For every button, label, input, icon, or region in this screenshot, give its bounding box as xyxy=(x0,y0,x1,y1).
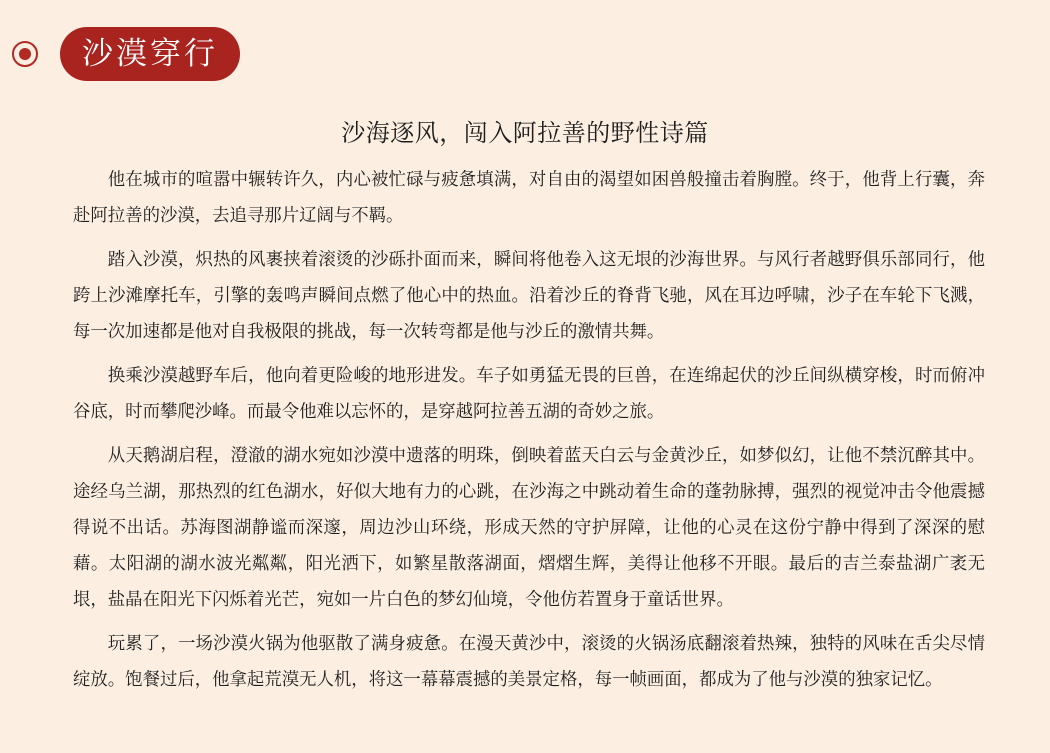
circle-dot-inner xyxy=(19,48,31,60)
article-paragraph: 玩累了，一场沙漠火锅为他驱散了满身疲惫。在漫天黄沙中，滚烫的火锅汤底翻滚着热辣，独特的风味在舌尖尽情绽放。饱餐过后，他拿起荒漠无人机，将这一幕幕震撼的美景定格，每一帧画面，都成为了他与沙漠的独家记忆。 xyxy=(73,634,985,690)
section-tag: 沙漠穿行 xyxy=(60,27,240,81)
article-paragraph: 他在城市的喧嚣中辗转许久，内心被忙碌与疲惫填满，对自由的渴望如困兽般撞击着胸膛。终于，他背上行囊，奔赴阿拉善的沙漠，去追寻那片辽阔与不羁。 xyxy=(73,170,985,226)
article-paragraph: 从天鹅湖启程，澄澈的湖水宛如沙漠中遗落的明珠，倒映着蓝天白云与金黄沙丘，如梦似幻，让他不禁沉醉其中。途经乌兰湖，那热烈的红色湖水，好似大地有力的心跳，在沙海之中跳动着生命的蓬勃脉搏，强烈的视觉冲击令他震撼得说不出话。苏海图湖静谧而深邃，周边沙山环绕，形成天然的守护屏障，让他的心灵在这份宁静中得到了深深的慰藉。太阳湖的湖水波光粼粼，阳光洒下，如繁星散落湖面，熠熠生辉，美得让他移不开眼。最后的吉兰泰盐湖广袤无垠，盐晶在阳光下闪烁着光芒，宛如一片白色的梦幻仙境，令他仿若置身于童话世界。 xyxy=(73,446,985,610)
section-header xyxy=(12,27,240,81)
article-paragraph: 换乘沙漠越野车后，他向着更险峻的地形进发。车子如勇猛无畏的巨兽，在连绵起伏的沙丘间纵横穿梭，时而俯冲谷底，时而攀爬沙峰。而最令他难以忘怀的，是穿越阿拉善五湖的奇妙之旅。 xyxy=(73,366,985,422)
article-title: 沙海逐风，闯入阿拉善的野性诗篇 xyxy=(341,119,709,147)
article-paragraph: 踏入沙漠，炽热的风裹挟着滚烫的沙砾扑面而来，瞬间将他卷入这无垠的沙海世界。与风行者越野俱乐部同行，他跨上沙滩摩托车，引擎的轰鸣声瞬间点燃了他心中的热血。沿着沙丘的脊背飞驰，风在耳边呼啸，沙子在车轮下飞溅，每一次加速都是他对自我极限的挑战，每一次转弯都是他与沙丘的激情共舞。 xyxy=(73,250,985,342)
circle-dot-icon xyxy=(12,41,38,67)
article-body xyxy=(73,162,985,706)
